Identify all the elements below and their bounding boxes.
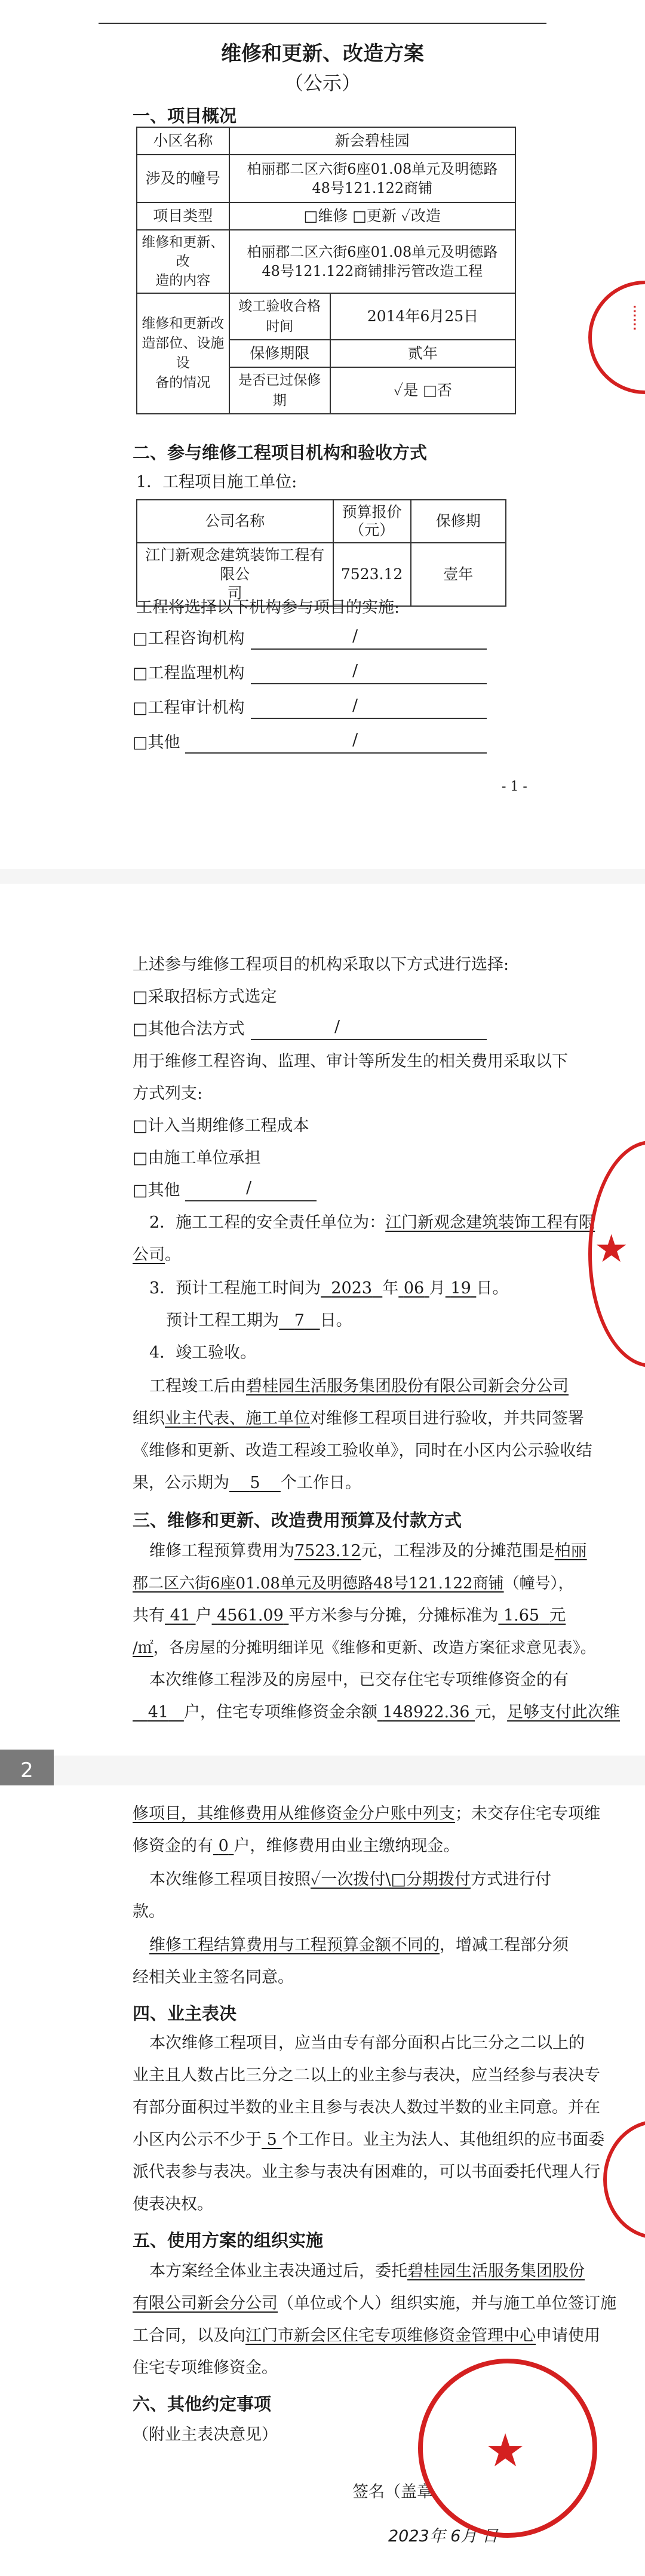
p3-payment-method: ✓一次拨付\□分期拨付 (311, 1870, 471, 1889)
p2-line-2: □采取招标方式选定 (133, 988, 277, 1006)
p3-line-14 (133, 2293, 616, 2314)
p3-non-deposit-label: 修资金的有 (133, 1837, 213, 1855)
red-star-icon: ★ (594, 1227, 629, 1271)
warranty-expired-label: 是否已过保修期 (229, 367, 330, 414)
section-5-heading: 五、使用方案的组织实施 (133, 2230, 324, 2251)
p2-line-5: 方式列支: (133, 1084, 203, 1103)
p2-fund-households: 41 (148, 1703, 169, 1722)
p2-fund (133, 1702, 620, 1723)
p3-non-deposit: ；未交存住宅专项维 (455, 1805, 600, 1823)
p2-alloc-detail: ，各房屋的分摊明细详见《维修和更新、改造方案征求意见表》。 (153, 1639, 596, 1657)
building-no-label: 涉及的幢号 (137, 155, 229, 202)
p3-vote-days: 5 (266, 2131, 277, 2149)
p2-alloc-unit: 户 (195, 1606, 212, 1625)
org-consulting-line (251, 648, 487, 650)
choose-orgs-text: 工程将选择以下机构参与项目的实施: (136, 598, 400, 617)
seal-star-icon: ★ (485, 2424, 526, 2477)
construction-unit-table (136, 499, 506, 607)
seal-stamp-text-icon: ⋯⋯ (627, 305, 643, 331)
p3-payment-label: 本次维修工程项目按照 (149, 1870, 311, 1889)
content-label-line-2: 造的内容 (155, 273, 211, 288)
org-audit-slash: / (352, 696, 358, 715)
p3-line-10 (133, 2129, 604, 2151)
p2-start-month: 06 (403, 1279, 425, 1298)
org-other-line (185, 752, 487, 754)
construction-unit-label: 1．工程项目施工单位: (136, 473, 297, 491)
p3-line-7: 本次维修工程项目，应当由专有部分面积占比三分之二以上的 (149, 2034, 585, 2052)
company-name-header: 公司名称 (137, 500, 333, 543)
content-value-line-1: 柏丽郡二区六街6座01.08单元及明德路 (247, 244, 498, 260)
p2-safety-company: 江门新观念建筑装饰工程有限 (385, 1213, 595, 1232)
p2-allocation (133, 1605, 566, 1627)
p3-settlement-diff: 维修工程结算费用与工程预算金额不同的 (149, 1936, 440, 1954)
budget-header-line-1: 预算报价 (342, 503, 402, 521)
facility-label-line-3: 备的情况 (155, 375, 211, 391)
budget-header (333, 500, 411, 543)
p3-line-2 (133, 1836, 459, 1857)
acceptance-date-value: 2014年6月25日 (330, 293, 515, 340)
red-seal-stamp (588, 281, 645, 394)
p2-acceptance-label: 工程竣工后由 (149, 1377, 246, 1395)
p2-publicity-unit: 个工作日。 (280, 1474, 361, 1492)
org-consulting: □工程咨询机构 (133, 629, 245, 648)
p3-fund-center: 江门市新会区住宅专项维修资金管理中心 (245, 2326, 536, 2345)
p2-publicity-label: 果，公示期为 (133, 1474, 229, 1492)
p2-line-22: 本次维修工程涉及的房屋中，已交存住宅专项维修资金的有 (149, 1671, 569, 1689)
org-audit: □工程审计机构 (133, 699, 245, 717)
p3-line-1 (133, 1803, 600, 1825)
p2-start-year: 2023 (331, 1279, 373, 1298)
p2-duration-label: 预计工程工期为 (166, 1311, 279, 1330)
p2-start-date: 3．预计工程施工时间为 2023 年 06 月 19 日。 (149, 1279, 509, 1298)
p2-safety-unit (149, 1212, 595, 1234)
p2-organize-parties: 业主代表、施工单位 (165, 1409, 310, 1428)
p2-other-method-line (251, 1039, 487, 1040)
p2-duration-days: 7 (294, 1311, 305, 1330)
p2-alloc-label: 共有 (133, 1606, 165, 1625)
content-label (137, 230, 229, 293)
p2-line-13: 4．竣工验收。 (149, 1344, 257, 1362)
content-value-line-2: 48号121.122商铺排污管改造工程 (262, 263, 483, 279)
p2-line-16: 《维修和更新、改造工程竣工验收单》，同时在小区内公示验收结 (133, 1441, 592, 1460)
section-6-heading: 六、其他约定事项 (133, 2394, 272, 2414)
p2-publicity-days: 5 (250, 1474, 260, 1492)
community-name-label: 小区名称 (137, 127, 229, 155)
p2-publicity (133, 1473, 361, 1494)
p2-fund-balance: 148922.36 (382, 1703, 470, 1722)
p3-entrust-label: 本方案经全体业主表决通过后，委托 (149, 2262, 407, 2280)
document-title: 维修和更新、改造方案 (221, 42, 424, 66)
p2-acceptance-org: 碧桂园生活服务集团股份有限公司新会分公司 (246, 1377, 569, 1395)
p2-alloc-area: 4561.09 (217, 1606, 284, 1625)
p2-fund-unit: 元， (475, 1703, 508, 1722)
p3-line-16: 住宅专项维修资金。 (133, 2359, 278, 2377)
p2-duration: 预计工程工期为 7 日。 (166, 1311, 352, 1330)
org-consulting-slash: / (352, 627, 358, 645)
edge-seal-stamp (603, 2120, 645, 2239)
p3-payment-rest: 方式进行付 (471, 1870, 552, 1889)
p3-vote-days-rest: 个工作日。业主为法人、其他组织的应书面委 (282, 2131, 605, 2149)
facility-label (137, 293, 229, 414)
p2-budget-label: 维修工程预算费用为 (149, 1542, 294, 1560)
p3-non-deposit-count: 0 (218, 1837, 229, 1855)
p2-alloc-currency: 元 (549, 1606, 566, 1625)
p2-budget-amount: 7523.12 (294, 1542, 361, 1560)
p2-line-1: 上述参与维修工程项目的机构采取以下方式进行选择: (133, 955, 509, 974)
p2-other-cost-slash: / (246, 1179, 252, 1197)
p2-budget-scope: 柏丽 (554, 1542, 587, 1560)
org-other: □其他 (133, 733, 180, 752)
document-page-1 (0, 0, 645, 869)
p3-entrust-org: 碧桂园生活服务集团股份 (407, 2262, 585, 2280)
section-2-heading: 二、参与维修工程项目机构和验收方式 (133, 442, 428, 463)
p3-line-6: 经相关业主签名同意。 (133, 1968, 294, 1987)
project-overview-table (136, 127, 516, 414)
p2-alloc-rate: 1.65 (503, 1606, 540, 1625)
p2-line-4: 用于维修工程咨询、监理、审计等所发生的相关费用采取以下 (133, 1052, 568, 1071)
p2-line-7: □由施工单位承担 (133, 1149, 261, 1167)
org-supervision-line (251, 683, 487, 684)
signature-date: 2023年 6月 日 (388, 2527, 499, 2546)
p3-line-5 (149, 1935, 569, 1956)
community-name-value: 新会碧桂园 (229, 127, 515, 155)
section-1-heading: 一、项目概况 (133, 106, 237, 126)
page-indicator-badge: 2 (0, 1750, 54, 1791)
p3-line-8: 业主且人数占比三分之二以上的业主参与表决，应当经参与表决专 (133, 2066, 600, 2085)
budget-header-line-2: （元） (349, 521, 395, 539)
signature-label: 签名（盖章 (352, 2483, 433, 2501)
document-page-3 (0, 1785, 645, 2576)
p3-apply-rest: 申请使用 (536, 2326, 600, 2345)
company-name-line-1: 江门新观念建筑装饰工程有限公 (145, 546, 325, 583)
p2-other-cost-line (185, 1200, 317, 1201)
p3-entrust-org-cont: 有限公司新会分公司 (133, 2294, 278, 2313)
p2-line-8: □其他 (133, 1181, 180, 1200)
p2-allocation-detail (133, 1637, 596, 1659)
p3-line-12: 使表决权。 (133, 2195, 213, 2214)
company-name-line-2: 司 (227, 585, 242, 602)
warranty-expired-value: ✓是 □否 (330, 367, 515, 414)
p2-alloc-households: 41 (170, 1606, 191, 1625)
p3-settlement-rest: ，增减工程部分须 (440, 1936, 569, 1954)
p2-start-day: 19 (450, 1279, 471, 1298)
building-no-value (229, 155, 515, 202)
warranty-period-value: 贰年 (330, 340, 515, 367)
building-no-line-2: 48号121.122商铺 (312, 180, 433, 196)
p3-line-15 (133, 2325, 600, 2347)
p2-organize-label: 组织 (133, 1409, 165, 1428)
document-page-2 (0, 884, 645, 1756)
warranty-header: 保修期 (411, 500, 506, 543)
p2-fund-label: 户，住宅专项维修资金余额 (183, 1703, 377, 1722)
p2-acceptance-2 (133, 1408, 584, 1430)
p3-vote-days-label: 小区内公示不少于 (133, 2131, 262, 2149)
p3-line-4: 款。 (133, 1902, 165, 1921)
p2-safety-unit-cont: 公司。 (133, 1246, 181, 1264)
p2-line-3: □其他合法方式 (133, 1020, 245, 1038)
project-type-value: □维修 □更新 ✓改造 (229, 202, 515, 230)
acceptance-date-label: 竣工验收合格时间 (229, 293, 330, 340)
top-rule (99, 23, 546, 24)
p2-safety-label: 2．施工工程的安全责任单位为： (149, 1213, 386, 1232)
org-other-slash: / (352, 731, 358, 749)
project-type-label: 项目类型 (137, 202, 229, 230)
org-audit-line (251, 718, 487, 719)
facility-label-line-2: 造部位、设施设 (142, 336, 225, 371)
p3-non-deposit-rest: 户，维修费用由业主缴纳现金。 (234, 1837, 460, 1855)
p2-organize-rest: 对维修工程项目进行验收，并共同签署 (310, 1409, 584, 1428)
p3-entrust-rest: （单位或个人）组织实施，并与施工单位签订施 (278, 2294, 616, 2313)
p2-line-6: □计入当期维修工程成本 (133, 1117, 309, 1135)
org-supervision-slash: / (352, 662, 358, 680)
p2-scope-suffix: （幢号）， (503, 1575, 574, 1593)
p2-budget-rest: 元，工程涉及的分摊范围是 (361, 1542, 555, 1560)
section-4-heading: 四、业主表决 (133, 2003, 237, 2024)
page-number: - 1 - (502, 779, 527, 794)
p2-alloc-per-sqm: /㎡ (133, 1639, 153, 1657)
p3-apply-label: 工合同，以及向 (133, 2326, 245, 2345)
p2-budget (149, 1541, 587, 1562)
p2-other-method-slash: / (334, 1018, 340, 1036)
p3-line-9: 有部分面积过半数的业主且参与表决人数过半数的业主同意。并在 (133, 2098, 600, 2117)
budget-value: 7523.12 (333, 543, 411, 606)
p3-fund-source: 修项目，其维修费用从维修资金分户账中列支 (133, 1805, 455, 1823)
p2-fund-sufficient: 足够支付此次维 (507, 1703, 621, 1722)
p3-line-17: （附业主表决意见） (133, 2426, 278, 2444)
warranty-period-label: 保修期限 (229, 340, 330, 367)
building-no-line-1: 柏丽郡二区六街6座01.08单元及明德路 (247, 161, 498, 177)
facility-label-line-1: 维修和更新改 (142, 316, 225, 331)
p3-line-3 (149, 1869, 551, 1890)
p2-start-date-label: 3．预计工程施工时间为 (149, 1279, 321, 1298)
p3-line-13 (149, 2261, 585, 2282)
content-value (229, 230, 515, 293)
p2-alloc-text: 平方米参与分摊，分摊标准为 (288, 1606, 499, 1625)
p2-safety-company-cont: 公司 (133, 1246, 165, 1264)
content-label-line-1: 维修和更新、改 (142, 235, 225, 269)
p2-scope (133, 1573, 574, 1594)
p2-acceptance (149, 1376, 569, 1397)
section-3-heading: 三、维修和更新、改造费用预算及付款方式 (133, 1510, 462, 1530)
document-subtitle: （公示） (284, 72, 361, 94)
warranty-value: 壹年 (411, 543, 506, 606)
p3-line-11: 派代表参与表决。业主参与表决有困难的，可以书面委托代理人行 (133, 2163, 600, 2181)
org-supervision: □工程监理机构 (133, 664, 245, 683)
p2-scope-text: 郡二区六街6座01.08单元及明德路48号121.122商铺 (133, 1575, 504, 1593)
